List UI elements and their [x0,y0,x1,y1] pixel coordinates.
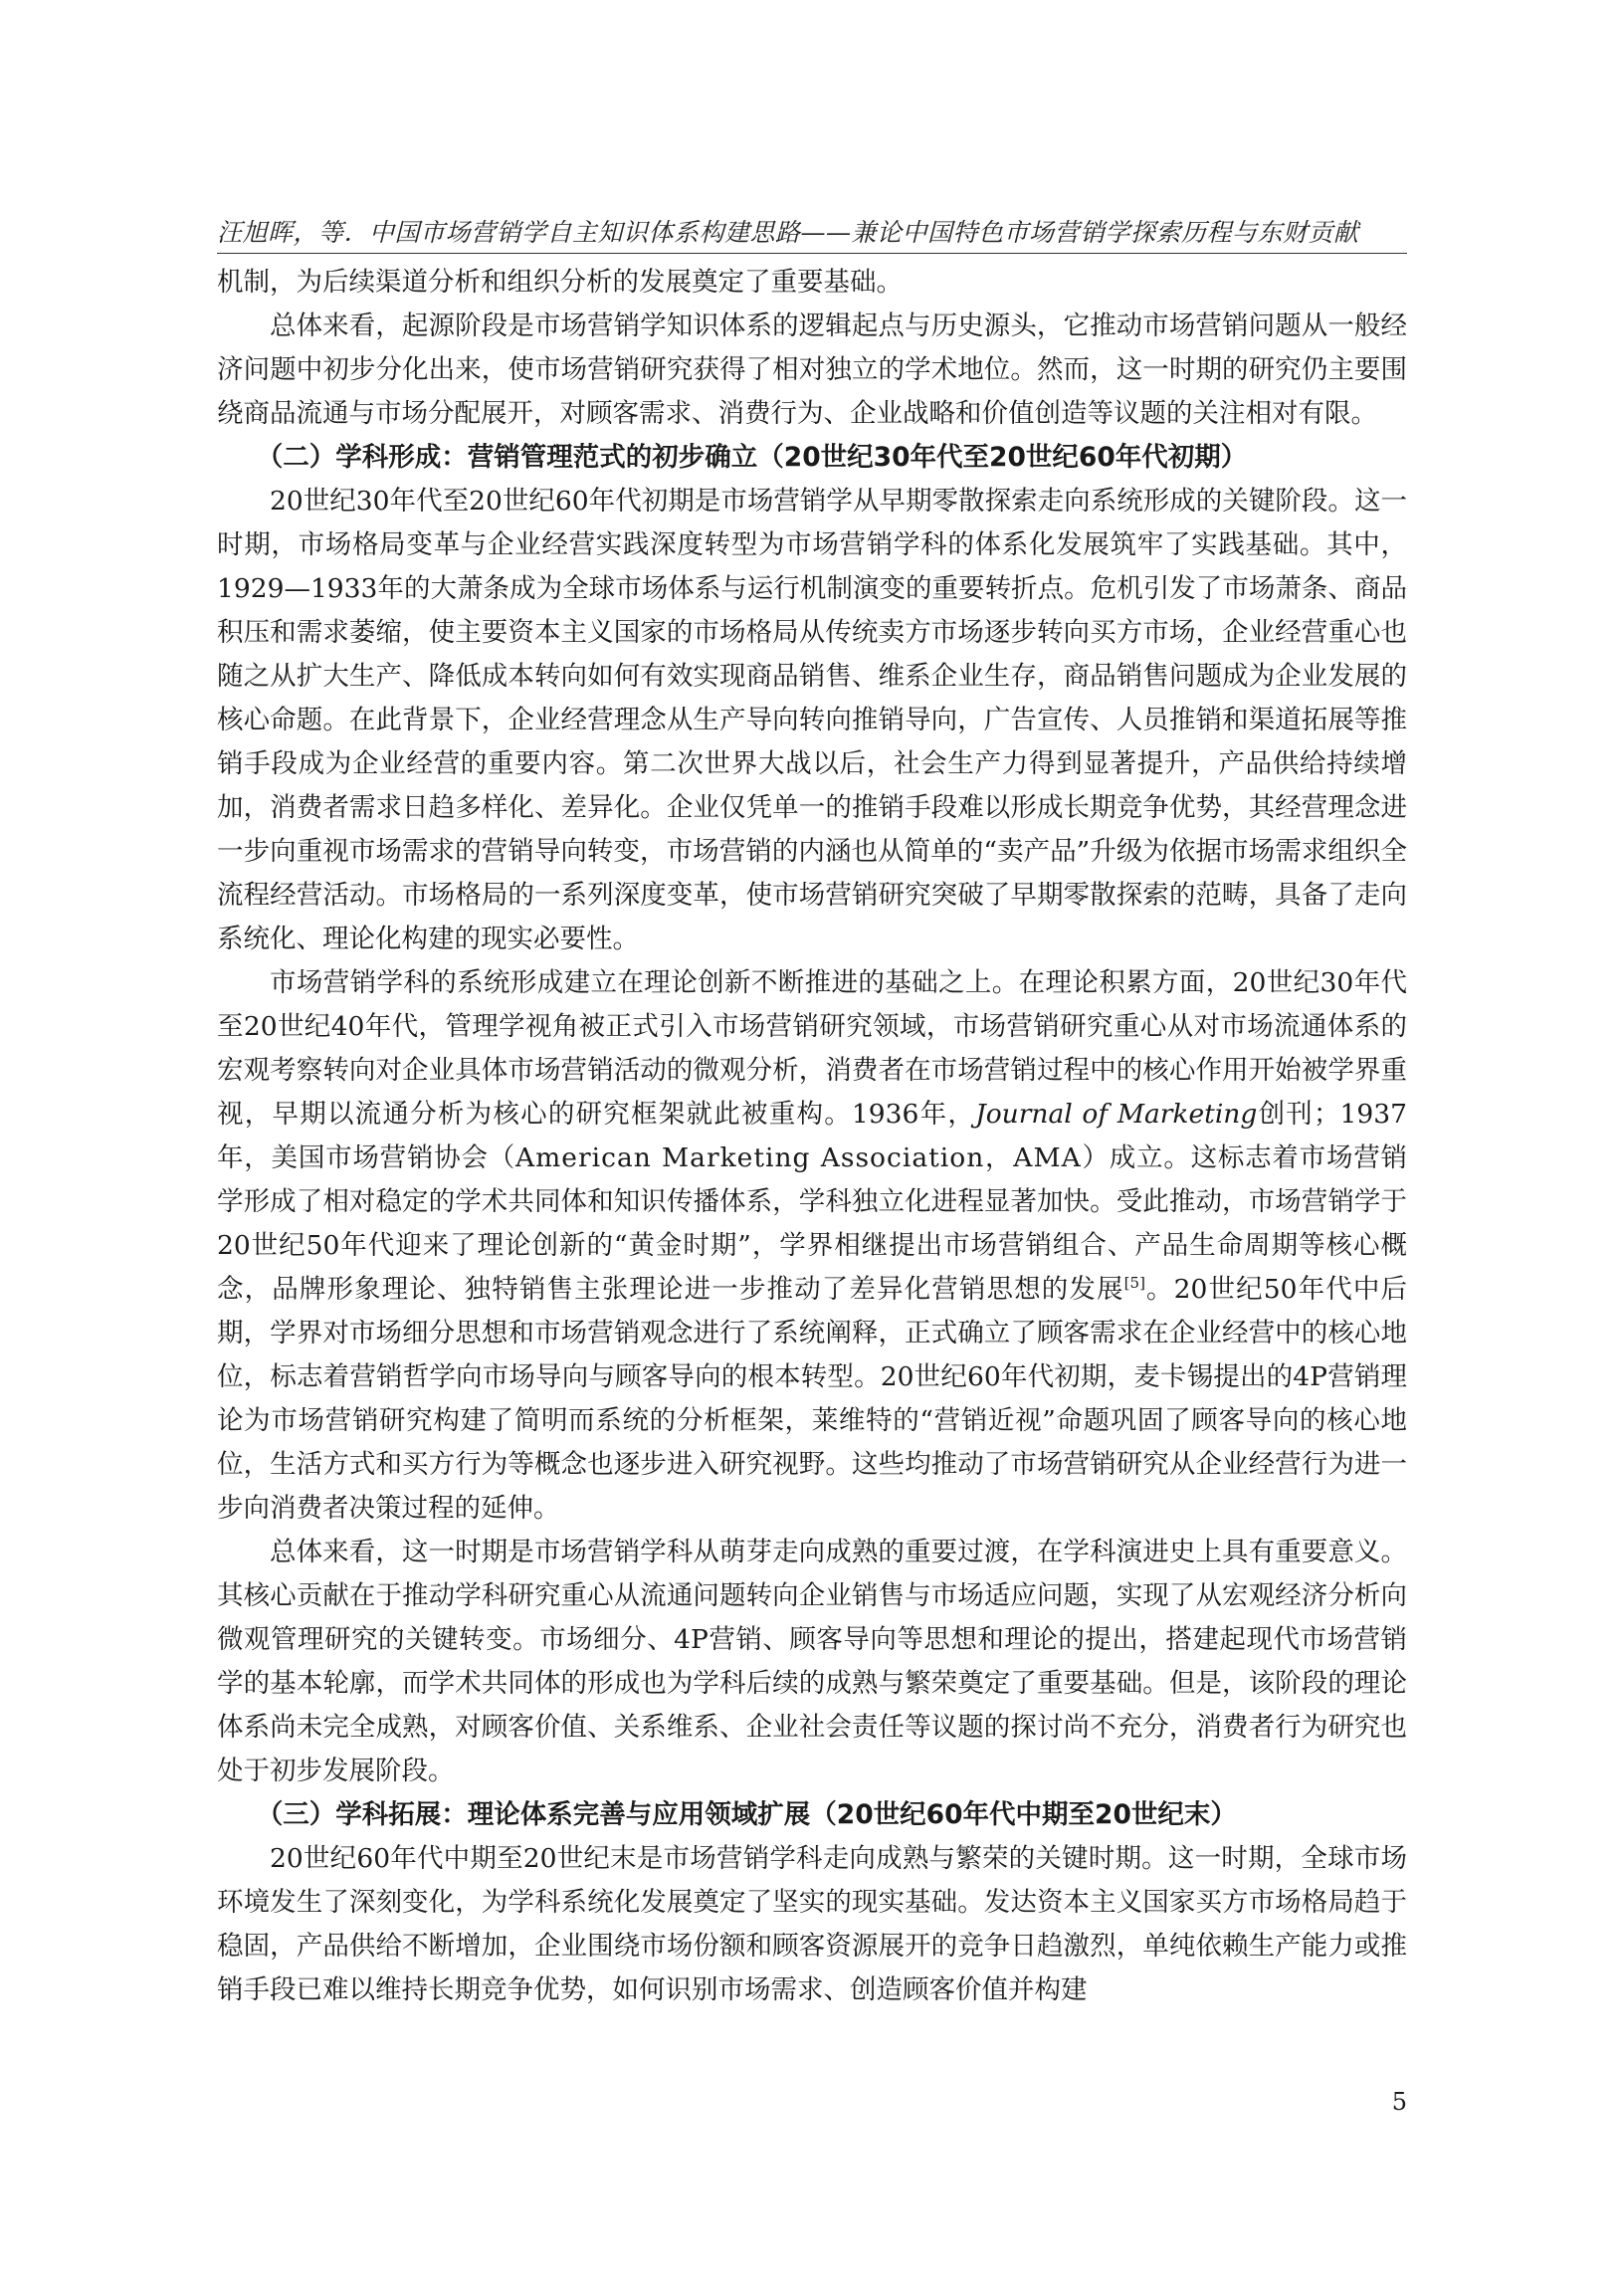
text-span: 创刊；1937年，美国市场营销协会（ [217,1099,1407,1173]
paragraph-origin-summary: 总体来看，起源阶段是市场营销学知识体系的逻辑起点与历史源头，它推动市场营销问题从一般经济问题中初步分化出来，使市场营销研究获得了相对独立的学术地位。然而，这一时期的研究仍主要围绕商品流通与市场分配展开，对顾客需求、消费行为、企业战略和价值创造等议题的关注相对有限。 [217,311,1407,429]
page-number: 5 [1391,2088,1407,2116]
text-span: 市场营销学科的系统形成建立在理论创新不断推进的基础之上。在理论积累方面，20世纪30年代至20世纪40年代，管理学视角被正式引入市场营销研究领域，市场营销研究重心从对市场流通体系的宏观考察转向对企业具体市场营销活动的微观分析，消费者在市场营销过程中的核心作用开始被学界重视，早期以流通分析为核心的研究框架就此被重构。1936年， [217,967,1407,1130]
citation-ref: [5] [1123,1274,1145,1293]
journal-title: Journal of Marketing [975,1099,1258,1130]
paragraph-formation-summary: 总体来看，这一时期是市场营销学科从萌芽走向成熟的重要过渡，在学科演进史上具有重要意义。其核心贡献在于推动学科研究重心从流通问题转向企业销售与市场适应问题，实现了从宏观经济分析向微观管理研究的关键转变。市场细分、4P营销、顾客导向等思想和理论的提出，搭建起现代市场营销学的基本轮廓，而学术共同体的形成也为学科后续的成熟与繁荣奠定了重要基础。但是，该阶段的理论体系尚未完全成熟，对顾客价值、关系维系、企业社会责任等议题的探讨尚不充分，消费者行为研究也处于初步发展阶段。 [217,1537,1407,1786]
paragraph-expansion-context: 20世纪60年代中期至20世纪末是市场营销学科走向成熟与繁荣的关键时期。这一时期，全球市场环境发生了深刻变化，为学科系统化发展奠定了坚实的现实基础。发达资本主义国家买方市场格局趋于稳固，产品供给不断增加，企业围绕市场份额和顾客资源展开的竞争日趋激烈，单纯依赖生产能力或推销手段已难以维持长期竞争优势，如何识别市场需求、创造顾客价值并构建 [217,1843,1407,2005]
header-rule [217,253,1407,254]
paragraph-formation-theory [217,961,1407,1531]
section-heading-3: （三）学科拓展：理论体系完善与应用领域扩展（20世纪60年代中期至20世纪末） [256,1799,1237,1830]
article-body [217,261,1407,2012]
section-heading-2: （二）学科形成：营销管理范式的初步确立（20世纪30年代至20世纪60年代初期） [256,442,1248,473]
association-name: American Marketing Association，AMA [515,1142,1082,1173]
paragraph-continuation: 机制，为后续渠道分析和组织分析的发展奠定了重要基础。 [217,267,903,298]
text-span: 。20世纪50年代中后期，学界对市场细分思想和市场营销观念进行了系统阐释，正式确立了顾客需求在企业经营中的核心地位，标志着营销哲学向市场导向与顾客导向的根本转型。20世纪60年代初期，麦卡锡提出的4P营销理论为市场营销研究构建了简明而系统的分析框架，莱维特的“营销近视”命题巩固了顾客导向的核心地位，生活方式和买方行为等概念也逐步进入研究视野。这些均推动了市场营销研究从企业经营行为进一步向消费者决策过程的延伸。 [217,1274,1407,1524]
paragraph-formation-context: 20世纪30年代至20世纪60年代初期是市场营销学从早期零散探索走向系统形成的关键阶段。这一时期，市场格局变革与企业经营实践深度转型为市场营销学科的体系化发展筑牢了实践基础。其中，1929—1933年的大萧条成为全球市场体系与运行机制演变的重要转折点。危机引发了市场萧条、商品积压和需求萎缩，使主要资本主义国家的市场格局从传统卖方市场逐步转向买方市场，企业经营重心也随之从扩大生产、降低成本转向如何有效实现商品销售、维系企业生存，商品销售问题成为企业发展的核心命题。在此背景下，企业经营理念从生产导向转向推销导向，广告宣传、人员推销和渠道拓展等推销手段成为企业经营的重要内容。第二次世界大战以后，社会生产力得到显著提升，产品供给持续增加，消费者需求日趋多样化、差异化。企业仅凭单一的推销手段难以形成长期竞争优势，其经营理念进一步向重视市场需求的营销导向转变，市场营销的内涵也从简单的“卖产品”升级为依据市场需求组织全流程经营活动。市场格局的一系列深度变革，使市场营销研究突破了早期零散探索的范畴，具备了走向系统化、理论化构建的现实必要性。 [217,486,1407,954]
text-span: ）成立。这标志着市场营销学形成了相对稳定的学术共同体和知识传播体系，学科独立化进程显著加快。受此推动，市场营销学于20世纪50年代迎来了理论创新的“黄金时期”，学界相继提出市场营销组合、产品生命周期等核心概念，品牌形象理论、独特销售主张理论进一步推动了差异化营销思想的发展 [217,1142,1408,1305]
running-header: 汪旭晖，等．中国市场营销学自主知识体系构建思路——兼论中国特色市场营销学探索历程与东财贡献 [217,218,1359,247]
